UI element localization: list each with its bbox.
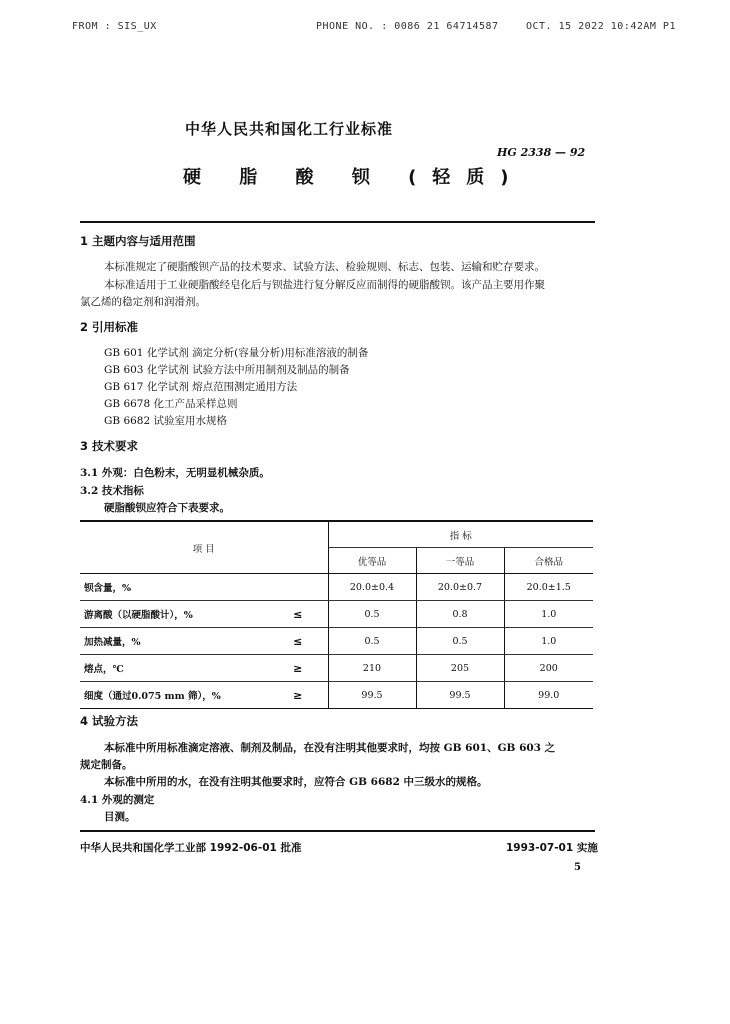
row-symbol: ≤ xyxy=(268,628,328,655)
approval-date: 中华人民共和国化学工业部 1992-06-01 批准 xyxy=(80,842,302,854)
row-value: 205 xyxy=(416,655,504,682)
index-column-header: 指 标 xyxy=(328,521,593,548)
reference-item: GB 601 化学试剂 滴定分析(容量分析)用标准溶液的制备 xyxy=(104,347,369,359)
fax-from: FROM : SIS_UX xyxy=(72,21,157,32)
item-column-header: 项 目 xyxy=(80,521,328,574)
row-symbol: ≥ xyxy=(268,682,328,709)
row-item: 熔点，℃ xyxy=(80,655,268,682)
organization-title: 中华人民共和国化工行业标准 xyxy=(185,120,394,138)
row-value: 99.5 xyxy=(416,682,504,709)
page-number: 5 xyxy=(574,862,581,873)
section4-para1-line1: 本标准中所用标准滴定溶液、制剂及制品，在没有注明其他要求时，均按 GB 601、GB 603 之 xyxy=(104,742,556,754)
section3-2-heading: 3.2 技术指标 xyxy=(80,485,144,497)
row-value: 210 xyxy=(328,655,416,682)
row-item: 游离酸（以硬脂酸计），% xyxy=(80,601,268,628)
reference-item: GB 603 化学试剂 试验方法中所用制剂及制品的制备 xyxy=(104,364,350,376)
reference-item: GB 6682 试验室用水规格 xyxy=(104,415,228,427)
section3-2-description: 硬脂酸钡应符合下表要求。 xyxy=(104,502,230,514)
row-item: 钡含量，% xyxy=(80,574,268,601)
section4-para1-line2: 规定制备。 xyxy=(80,759,133,771)
row-value: 99.5 xyxy=(328,682,416,709)
table-row xyxy=(80,628,593,655)
specification-table xyxy=(80,520,593,709)
section4-1-description: 目测。 xyxy=(104,811,136,823)
section1-heading: 1 主题内容与适用范围 xyxy=(80,234,196,248)
reference-item: GB 617 化学试剂 熔点范围测定通用方法 xyxy=(104,381,298,393)
row-value: 0.5 xyxy=(328,628,416,655)
row-value: 20.0±0.7 xyxy=(416,574,504,601)
row-value: 0.8 xyxy=(416,601,504,628)
section4-para2: 本标准中所用的水，在没有注明其他要求时，应符合 GB 6682 中三级水的规格。 xyxy=(104,776,488,788)
row-value: 20.0±0.4 xyxy=(328,574,416,601)
row-value: 0.5 xyxy=(328,601,416,628)
grade-header-qualified: 合格品 xyxy=(504,548,593,574)
row-symbol: ≥ xyxy=(268,655,328,682)
row-value: 20.0±1.5 xyxy=(504,574,593,601)
row-item: 细度（通过0.075 mm 筛），% xyxy=(80,682,268,709)
section1-para1: 本标准规定了硬脂酸钡产品的技术要求、试验方法、检验规则、标志、包装、运输和贮存要求。 xyxy=(104,261,545,273)
table-row xyxy=(80,682,593,709)
fax-date: OCT. 15 2022 10:42AM P1 xyxy=(526,21,676,32)
row-value: 0.5 xyxy=(416,628,504,655)
section1-para2-line1: 本标准适用于工业硬脂酸经皂化后与钡盐进行复分解反应而制得的硬脂酸钡。该产品主要用作聚 xyxy=(104,279,545,291)
footer-rule xyxy=(80,830,595,832)
header-rule xyxy=(80,221,595,223)
implementation-date: 1993-07-01 实施 xyxy=(506,842,598,854)
document-title: 硬 脂 酸 钡 (轻质) xyxy=(183,167,525,188)
row-value: 200 xyxy=(504,655,593,682)
fax-phone: PHONE NO. : 0086 21 64714587 xyxy=(316,21,499,32)
row-symbol: ≤ xyxy=(268,601,328,628)
reference-item: GB 6678 化工产品采样总则 xyxy=(104,398,238,410)
section2-heading: 2 引用标准 xyxy=(80,320,139,334)
row-item: 加热减量，% xyxy=(80,628,268,655)
section4-1-heading: 4.1 外观的测定 xyxy=(80,794,155,806)
section1-para2-line2: 氯乙烯的稳定剂和润滑剂。 xyxy=(80,296,206,308)
grade-header-first: 一等品 xyxy=(416,548,504,574)
table-row xyxy=(80,574,593,601)
table-row xyxy=(80,655,593,682)
section3-1-appearance: 3.1 外观：白色粉末，无明显机械杂质。 xyxy=(80,467,270,479)
table-row xyxy=(80,601,593,628)
standard-code: HG 2338 — 92 xyxy=(497,146,586,159)
grade-header-premium: 优等品 xyxy=(328,548,416,574)
row-value: 1.0 xyxy=(504,601,593,628)
row-symbol xyxy=(268,574,328,601)
row-value: 99.0 xyxy=(504,682,593,709)
section4-heading: 4 试验方法 xyxy=(80,714,139,728)
section3-heading: 3 技术要求 xyxy=(80,439,139,453)
row-value: 1.0 xyxy=(504,628,593,655)
